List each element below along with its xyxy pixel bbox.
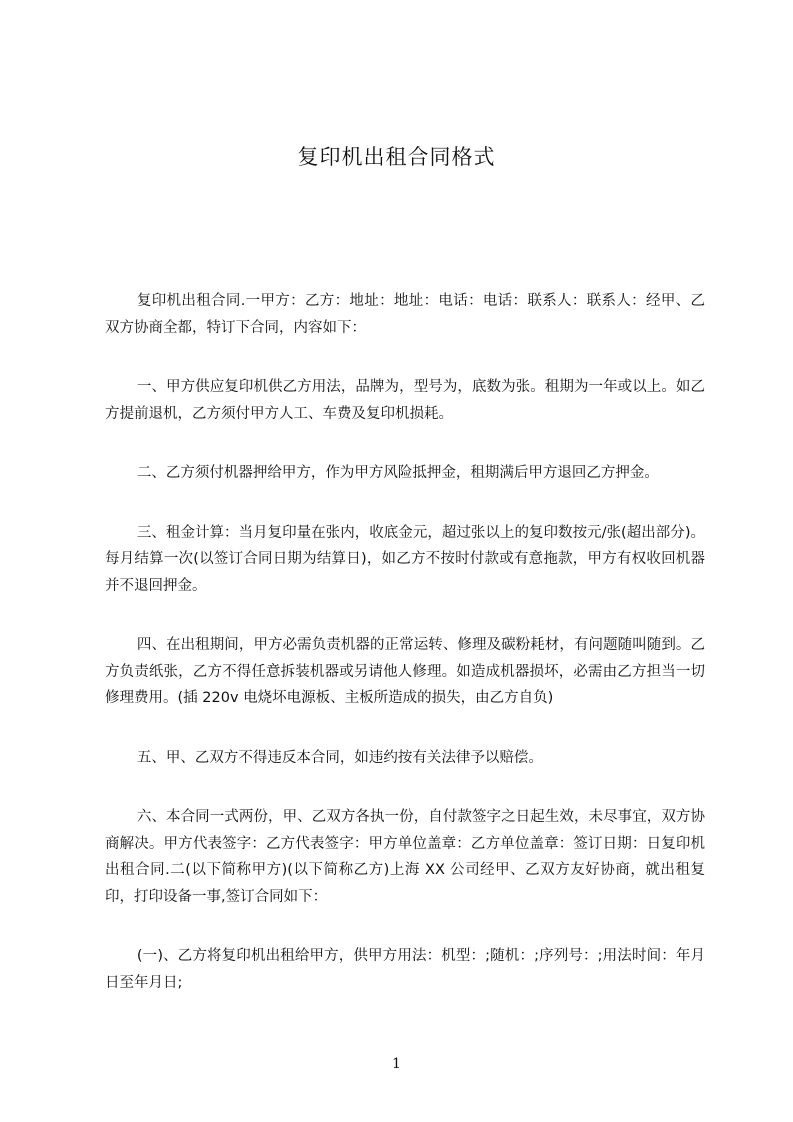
document-body (105, 288, 705, 1029)
paragraph-clause-1: 一、甲方供应复印机供乙方用法，品牌为，型号为，底数为张。租期为一年或以上。如乙方提前退机，乙方须付甲方人工、车费及复印机损耗。 (105, 379, 705, 422)
page-number: 1 (392, 1056, 401, 1072)
paragraph-clause-4: 四、在出租期间，甲方必需负责机器的正常运转、修理及碳粉耗材，有问题随叫随到。乙方负责纸张，乙方不得任意拆装机器或另请他人修理。如造成机器损坏，必需由乙方担当一切修理费用。(插 220v 电烧坏电源板、主板所造成的损失，由乙方自负) (105, 637, 705, 706)
paragraph-clause-3: 三、租金计算：当月复印量在张内，收底金元，超过张以上的复印数按元/张(超出部分)。每月结算一次(以签订合同日期为结算日)，如乙方不按时付款或有意拖款，甲方有权收回机器并不退回押金。 (105, 524, 705, 594)
paragraph-clause-6: 六、本合同一式两份，甲、乙双方各执一份，自付款签字之日起生效，未尽事宜，双方协商解决。甲方代表签字：乙方代表签字：甲方单位盖章：乙方单位盖章：签订日期：日复印机出租合同.二(以下简称甲方)(以下简称乙方)上海 XX 公司经甲、乙双方友好协商，就出租复印，打印设备一事,签订合同如下： (105, 809, 705, 905)
page-title: 复印机出租合同格式 (297, 145, 496, 169)
paragraph-section-1: (一)、乙方将复印机出租给甲方，供甲方用法：机型：;随机：;序列号：;用法时间：年月日至年月日; (105, 948, 705, 991)
paragraph-intro: 复印机出租合同.一甲方：乙方：地址：地址：电话：电话：联系人：联系人：经甲、乙双方协商全都，特订下合同，内容如下： (105, 293, 705, 336)
paragraph-clause-2: 二、乙方须付机器押给甲方，作为甲方风险抵押金，租期满后甲方退回乙方押金。 (136, 465, 659, 481)
paragraph-clause-5: 五、甲、乙双方不得违反本合同，如违约按有关法律予以赔偿。 (136, 749, 543, 766)
